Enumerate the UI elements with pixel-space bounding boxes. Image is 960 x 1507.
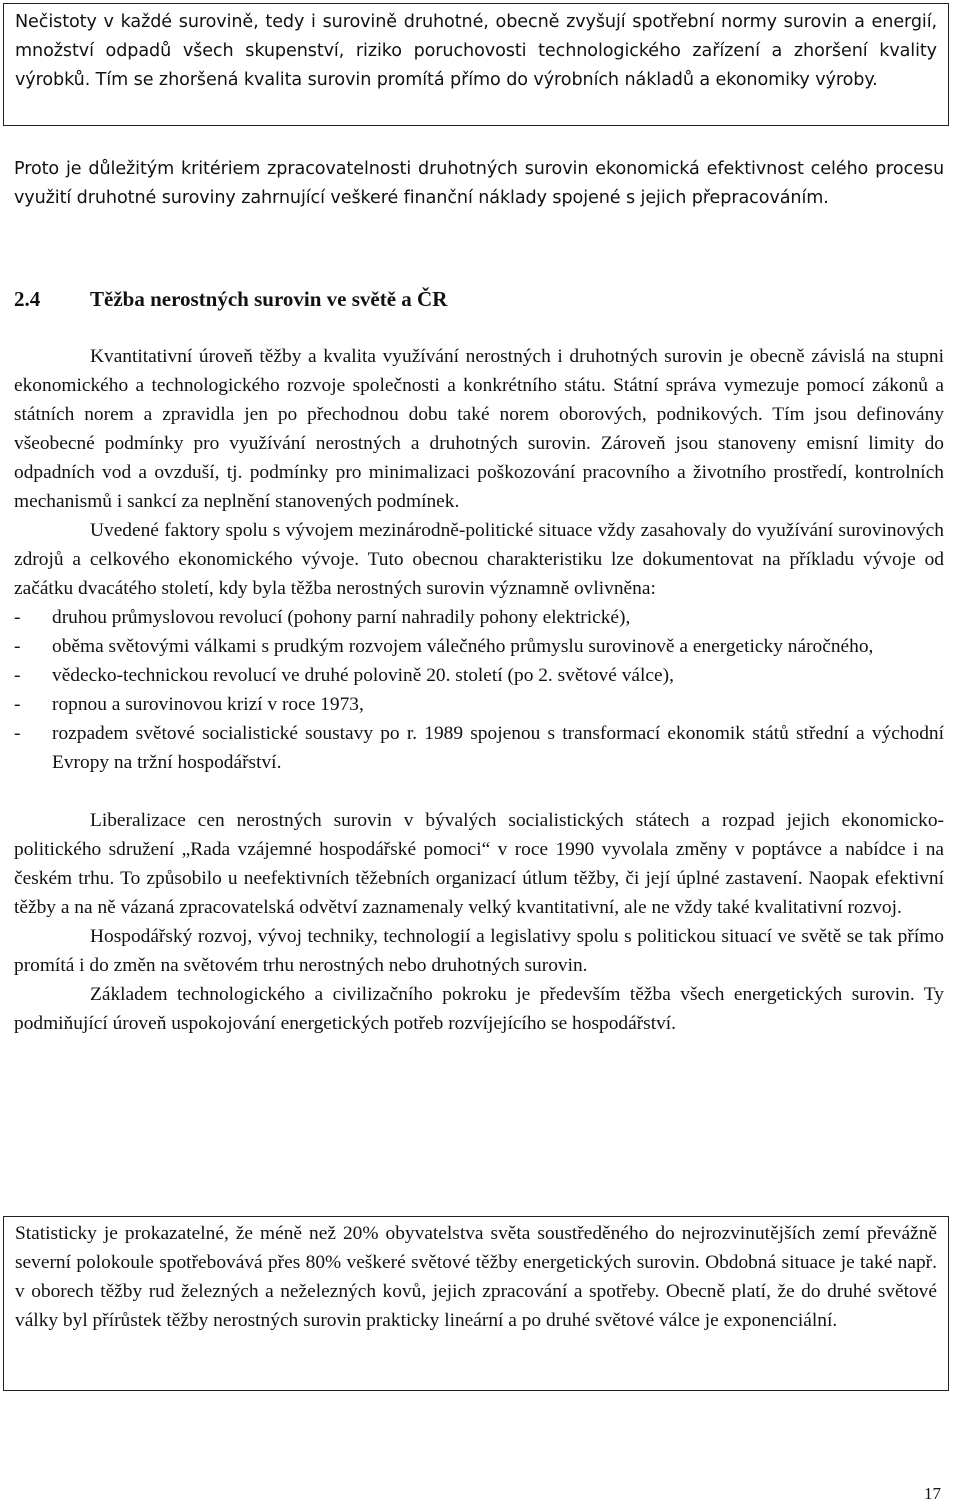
list-item: - druhou průmyslovou revolucí (pohony parní nahradily pohony elektrické),: [14, 603, 944, 632]
paragraph: Liberalizace cen nerostných surovin v bývalých socialistických státech a rozpad jejich ekonomicko-politického sdružení „Rada vzájemné hospodářské pomoci“ v roce 1990 vyvolala změny v poptávce a nabídce i na českém trhu. To způsobilo u neefektivních těžebních organizací útlum těžby, či její úplné zastavení. Naopak efektivní těžby a na ně vázaná zpracovatelská odvětví zaznamenaly velký kvantitativní, ale ne vždy také kvalitativní rozvoj.: [14, 810, 944, 918]
boxed-note-text: Nečistoty v každé surovině, tedy i surovině druhotné, obecně zvyšují spotřební normy surovin a energií, množství odpadů všech skupenství, riziko poruchovosti technologického zařízení a zhoršení kvality výrobků. Tím se zhoršená kvalita surovin promítá přímo do výrobních nákladů a ekonomiky výroby.: [15, 12, 937, 90]
section-heading: [14, 285, 447, 314]
page-number: 17: [924, 1484, 941, 1503]
boxed-note-impurities: [3, 3, 949, 126]
boxed-note-statistics: [3, 1216, 949, 1391]
paragraph: Kvantitativní úroveň těžby a kvalita využívání nerostných i druhotných surovin je obecně závislá na stupni ekonomického a technologického rozvoje společnosti a konkrétního státu. Státní správa vymezuje pomocí zákonů a státních norem a zpravidla jen po přechodnou dobu také norem oborových, podnikových. Tím jsou definovány všeobecné podmínky pro využívání nerostných a druhotných surovin. Zároveň jsou stanoveny emisní limity do odpadních vod a ovzduší, tj. podmínky pro minimalizaci poškozování pracovního a životního prostředí, kontrolních mechanismů i sankcí za neplnění stanovených podmínek.: [14, 346, 944, 512]
bullet-list: [14, 603, 944, 777]
section-body: [14, 342, 944, 1038]
intro-paragraph: Proto je důležitým kritériem zpracovatelnosti druhotných surovin ekonomická efektivnost celého procesu využití druhotné suroviny zahrnující veškeré finanční náklady spojené s jejich přepracováním.: [14, 159, 944, 208]
list-item: - rozpadem světové socialistické soustavy po r. 1989 spojenou s transformací ekonomik států střední a východní Evropy na tržní hospodářství.: [14, 719, 944, 777]
paragraph: Základem technologického a civilizačního pokroku je především těžba všech energetických surovin. Ty podmiňující úroveň uspokojování energetických potřeb rozvíjejícího se hospodářství.: [14, 984, 944, 1034]
spacer: [14, 777, 944, 806]
boxed-note-text: Statisticky je prokazatelné, že méně než 20% obyvatelstva světa soustředěného do nejrozvinutějších zemí převážně severní polokoule spotřebovává přes 80% veškeré světové těžby energetických surovin. Obdobná situace je také např. v oborech těžby rud železných a neželezných kovů, jejich zpracování a spotřeby. Obecně platí, že do druhé světové války byl přírůstek těžby nerostných surovin prakticky lineární a po druhé světové válce je exponenciální.: [15, 1223, 937, 1331]
paragraph: Hospodářský rozvoj, vývoj techniky, technologií a legislativy spolu s politickou situací ve světě se tak přímo promítá i do změn na světovém trhu nerostných nebo druhotných surovin.: [14, 926, 944, 976]
section-number: 2.4: [14, 287, 41, 311]
list-item: - oběma světovými válkami s prudkým rozvojem válečného průmyslu surovinově a energeticky náročného,: [14, 632, 944, 661]
paragraph: Uvedené faktory spolu s vývojem mezinárodně-politické situace vždy zasahovaly do využívání surovinových zdrojů a celkového ekonomického vývoje. Tuto obecnou charakteristiku lze dokumentovat na příkladu vývoje od začátku dvacátého století, kdy byla těžba nerostných surovin významně ovlivněna:: [14, 520, 944, 599]
list-item: - vědecko-technickou revolucí ve druhé polovině 20. století (po 2. světové válce),: [14, 661, 944, 690]
section-title: Těžba nerostných surovin ve světě a ČR: [90, 287, 448, 311]
list-item: - ropnou a surovinovou krizí v roce 1973,: [14, 690, 944, 719]
